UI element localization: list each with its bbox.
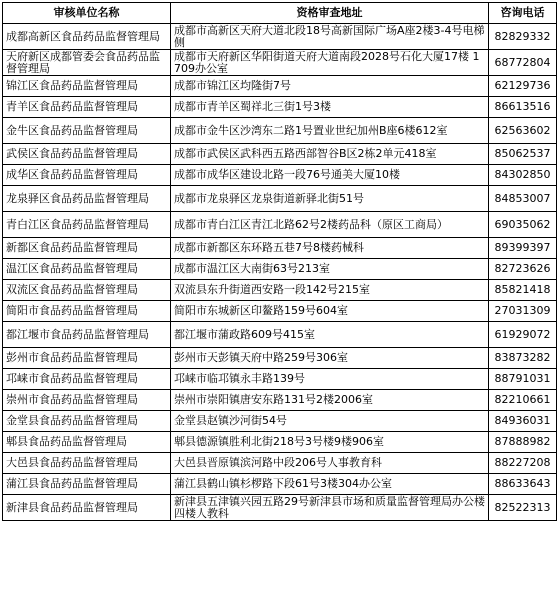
cell-review-unit: 龙泉驿区食品药品监督管理局 (3, 186, 171, 212)
cell-review-address: 彭州市天彭镇天府中路259号306室 (171, 348, 489, 369)
table-row (3, 76, 557, 97)
cell-review-address: 郫县德源镇胜利北街218号3号楼9楼906室 (171, 432, 489, 453)
cell-consult-phone: 84302850 (489, 165, 557, 186)
cell-review-unit: 成都高新区食品药品监督管理局 (3, 24, 171, 50)
table-row (3, 259, 557, 280)
table-row (3, 432, 557, 453)
table-body (3, 24, 557, 521)
table-row (3, 495, 557, 521)
cell-review-unit: 崇州市食品药品监督管理局 (3, 390, 171, 411)
cell-review-unit: 武侯区食品药品监督管理局 (3, 144, 171, 165)
table-row (3, 301, 557, 322)
cell-consult-phone: 86613516 (489, 97, 557, 118)
cell-consult-phone: 88633643 (489, 474, 557, 495)
cell-consult-phone: 27031309 (489, 301, 557, 322)
cell-review-address: 成都市青白江区青江北路62号2楼药品科（原区工商局） (171, 212, 489, 238)
cell-consult-phone: 88791031 (489, 369, 557, 390)
cell-review-address: 成都市成华区建设北路一段76号通美大厦10楼 (171, 165, 489, 186)
cell-review-address: 新津县五津镇兴园五路29号新津县市场和质量监督管理局办公楼四楼人教科 (171, 495, 489, 521)
cell-review-address: 金堂县赵镇沙河街54号 (171, 411, 489, 432)
cell-review-unit: 双流区食品药品监督管理局 (3, 280, 171, 301)
table-header-row (3, 3, 557, 24)
cell-consult-phone: 68772804 (489, 50, 557, 76)
cell-review-unit: 新津县食品药品监督管理局 (3, 495, 171, 521)
cell-review-unit: 锦江区食品药品监督管理局 (3, 76, 171, 97)
header-review-address: 资格审查地址 (171, 3, 489, 24)
cell-consult-phone: 83873282 (489, 348, 557, 369)
cell-consult-phone: 82829332 (489, 24, 557, 50)
cell-review-address: 简阳市东城新区印鳌路159号604室 (171, 301, 489, 322)
qualification-review-table-container (2, 2, 556, 521)
cell-review-unit: 邛崃市食品药品监督管理局 (3, 369, 171, 390)
cell-review-address: 成都市新都区东环路五巷7号8楼药械科 (171, 238, 489, 259)
cell-review-unit: 都江堰市食品药品监督管理局 (3, 322, 171, 348)
cell-consult-phone: 87888982 (489, 432, 557, 453)
cell-review-address: 都江堰市蒲政路609号415室 (171, 322, 489, 348)
cell-review-unit: 青白江区食品药品监督管理局 (3, 212, 171, 238)
cell-review-unit: 新都区食品药品监督管理局 (3, 238, 171, 259)
cell-consult-phone: 89399397 (489, 238, 557, 259)
cell-review-unit: 郫县食品药品监督管理局 (3, 432, 171, 453)
cell-review-address: 成都市武侯区武科西五路西部智谷B区2栋2单元418室 (171, 144, 489, 165)
qualification-review-table (2, 2, 557, 521)
cell-review-address: 成都市锦江区均隆街7号 (171, 76, 489, 97)
table-row (3, 144, 557, 165)
cell-review-address: 成都市高新区天府大道北段18号高新国际广场A座2楼3-4号电梯侧 (171, 24, 489, 50)
cell-review-address: 蒲江县鹤山镇杉椤路下段61号3楼304办公室 (171, 474, 489, 495)
cell-review-address: 大邑县晋原镇滨河路中段206号人事教育科 (171, 453, 489, 474)
cell-consult-phone: 88227208 (489, 453, 557, 474)
table-row (3, 280, 557, 301)
cell-review-unit: 青羊区食品药品监督管理局 (3, 97, 171, 118)
cell-review-address: 双流县东升街道西安路一段142号215室 (171, 280, 489, 301)
cell-review-address: 成都市龙泉驿区龙泉街道新驿北街51号 (171, 186, 489, 212)
cell-consult-phone: 62563602 (489, 118, 557, 144)
cell-consult-phone: 85821418 (489, 280, 557, 301)
table-row (3, 97, 557, 118)
cell-review-unit: 大邑县食品药品监督管理局 (3, 453, 171, 474)
cell-review-unit: 温江区食品药品监督管理局 (3, 259, 171, 280)
cell-consult-phone: 61929072 (489, 322, 557, 348)
table-row (3, 212, 557, 238)
table-row (3, 165, 557, 186)
cell-review-unit: 彭州市食品药品监督管理局 (3, 348, 171, 369)
header-consult-phone: 咨询电话 (489, 3, 557, 24)
cell-consult-phone: 82210661 (489, 390, 557, 411)
cell-review-address: 成都市青羊区蜀祥北三街1号3楼 (171, 97, 489, 118)
table-row (3, 24, 557, 50)
table-row (3, 118, 557, 144)
cell-consult-phone: 85062537 (489, 144, 557, 165)
cell-review-address: 邛崃市临邛镇永丰路139号 (171, 369, 489, 390)
table-row (3, 348, 557, 369)
cell-review-unit: 天府新区成都管委会食品药品监督管理局 (3, 50, 171, 76)
cell-consult-phone: 84853007 (489, 186, 557, 212)
table-row (3, 369, 557, 390)
table-row (3, 390, 557, 411)
cell-review-unit: 蒲江县食品药品监督管理局 (3, 474, 171, 495)
table-row (3, 238, 557, 259)
table-row (3, 322, 557, 348)
table-row (3, 411, 557, 432)
cell-consult-phone: 84936031 (489, 411, 557, 432)
cell-review-unit: 金牛区食品药品监督管理局 (3, 118, 171, 144)
cell-consult-phone: 82723626 (489, 259, 557, 280)
cell-review-unit: 成华区食品药品监督管理局 (3, 165, 171, 186)
cell-review-address: 成都市天府新区华阳街道天府大道南段2028号石化大厦17楼 1709办公室 (171, 50, 489, 76)
cell-consult-phone: 62129736 (489, 76, 557, 97)
cell-review-address: 成都市温江区大南街63号213室 (171, 259, 489, 280)
table-row (3, 186, 557, 212)
cell-review-unit: 金堂县食品药品监督管理局 (3, 411, 171, 432)
cell-review-address: 崇州市崇阳镇唐安东路131号2楼2006室 (171, 390, 489, 411)
cell-review-address: 成都市金牛区沙湾东二路1号置业世纪加州B座6楼612室 (171, 118, 489, 144)
table-row (3, 474, 557, 495)
cell-review-unit: 简阳市食品药品监督管理局 (3, 301, 171, 322)
table-row (3, 50, 557, 76)
cell-consult-phone: 69035062 (489, 212, 557, 238)
cell-consult-phone: 82522313 (489, 495, 557, 521)
table-row (3, 453, 557, 474)
header-review-unit: 审核单位名称 (3, 3, 171, 24)
